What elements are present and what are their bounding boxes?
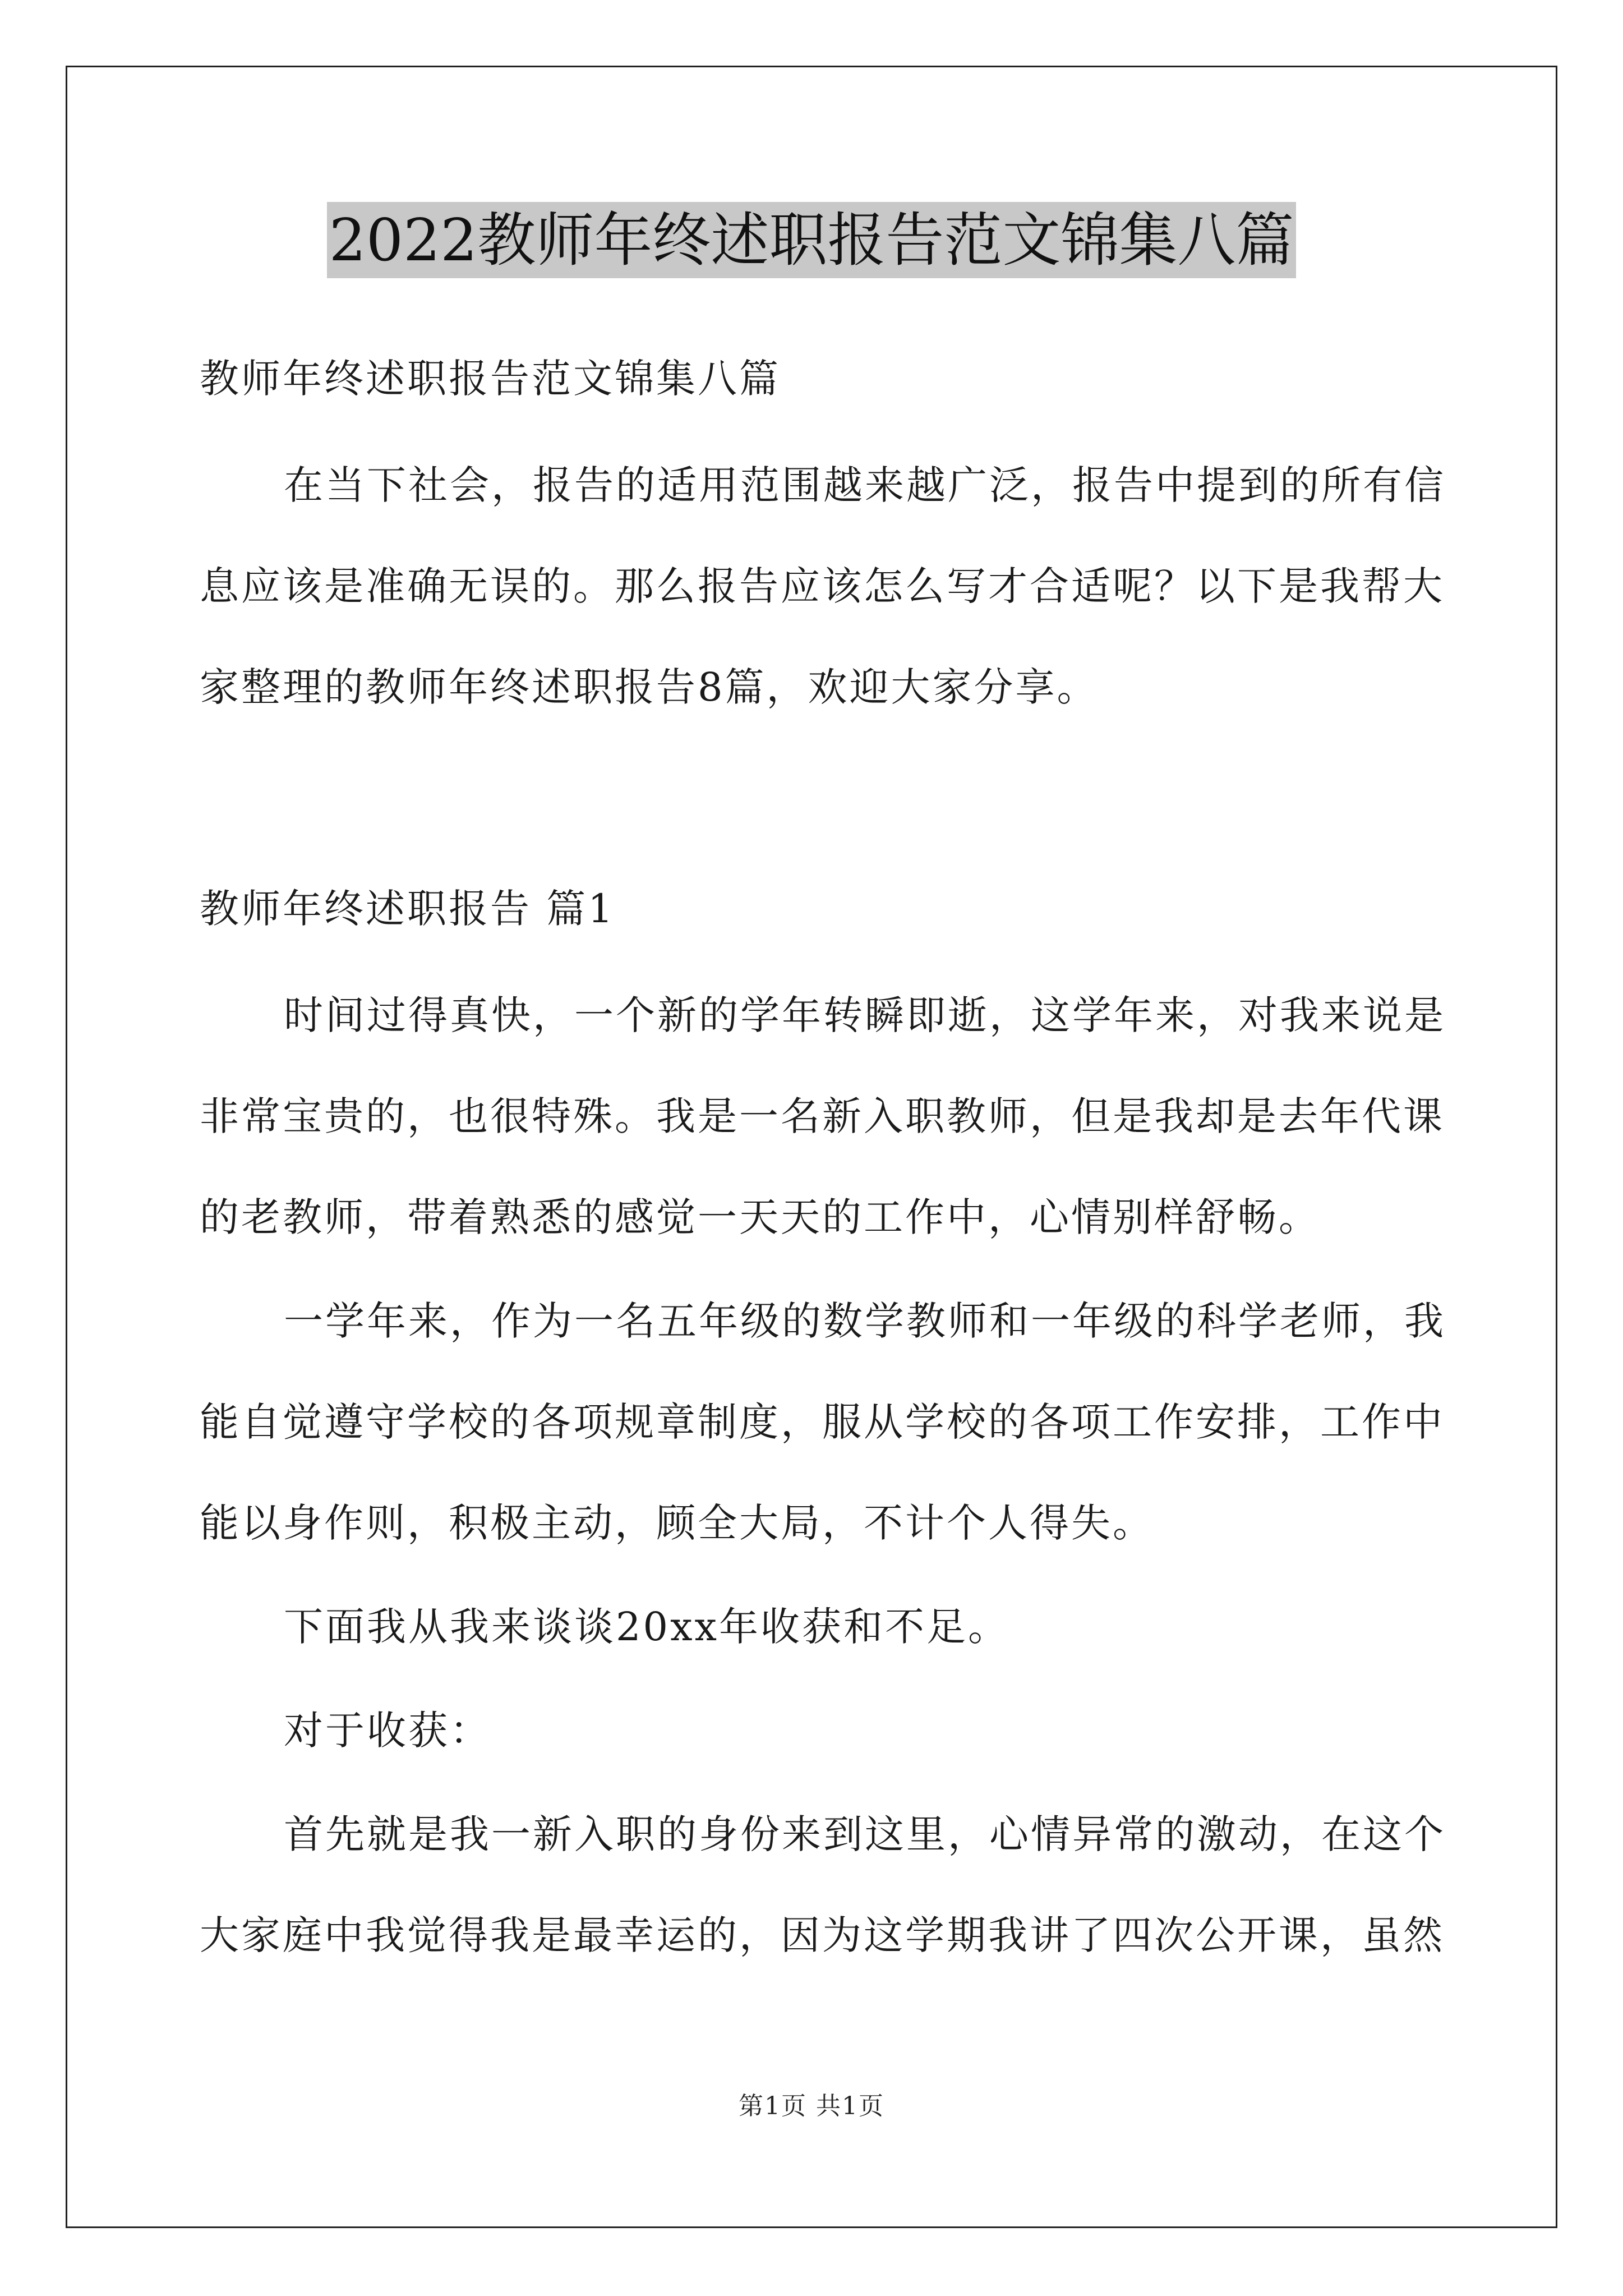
page-footer: 第1页 共1页 bbox=[739, 2092, 884, 2120]
paragraph-line: 能自觉遵守学校的各项规章制度，服从学校的各项工作安排，工作中 bbox=[200, 1399, 1445, 1445]
paragraph-line: 对于收获： bbox=[284, 1708, 491, 1754]
document-title: 2022教师年终述职报告范文锦集八篇 bbox=[327, 202, 1297, 278]
paragraph-line: 大家庭中我觉得我是最幸运的，因为这学期我讲了四次公开课，虽然 bbox=[200, 1912, 1445, 1958]
document-subtitle: 教师年终述职报告范文锦集八篇 bbox=[200, 356, 781, 402]
intro-line: 息应该是准确无误的。那么报告应该怎么写才合适呢？以下是我帮大 bbox=[200, 563, 1445, 609]
paragraph-line: 时间过得真快，一个新的学年转瞬即逝，这学年来，对我来说是 bbox=[284, 992, 1446, 1038]
paragraph-line: 非常宝贵的，也很特殊。我是一名新入职教师，但是我却是去年代课 bbox=[200, 1093, 1445, 1139]
paragraph-line: 一学年来，作为一名五年级的数学教师和一年级的科学老师，我 bbox=[284, 1298, 1446, 1344]
title-container bbox=[0, 202, 1623, 278]
section-heading: 教师年终述职报告 篇1 bbox=[200, 886, 615, 932]
intro-line: 家整理的教师年终述职报告8篇，欢迎大家分享。 bbox=[200, 664, 1099, 710]
paragraph-line: 能以身作则，积极主动，顾全大局，不计个人得失。 bbox=[200, 1500, 1154, 1546]
paragraph-line: 下面我从我来谈谈20xx年收获和不足。 bbox=[284, 1604, 1010, 1650]
intro-line: 在当下社会，报告的适用范围越来越广泛，报告中提到的所有信 bbox=[284, 462, 1446, 508]
paragraph-line: 的老教师，带着熟悉的感觉一天天的工作中，心情别样舒畅。 bbox=[200, 1194, 1320, 1240]
paragraph-line: 首先就是我一新入职的身份来到这里，心情异常的激动，在这个 bbox=[284, 1811, 1446, 1857]
